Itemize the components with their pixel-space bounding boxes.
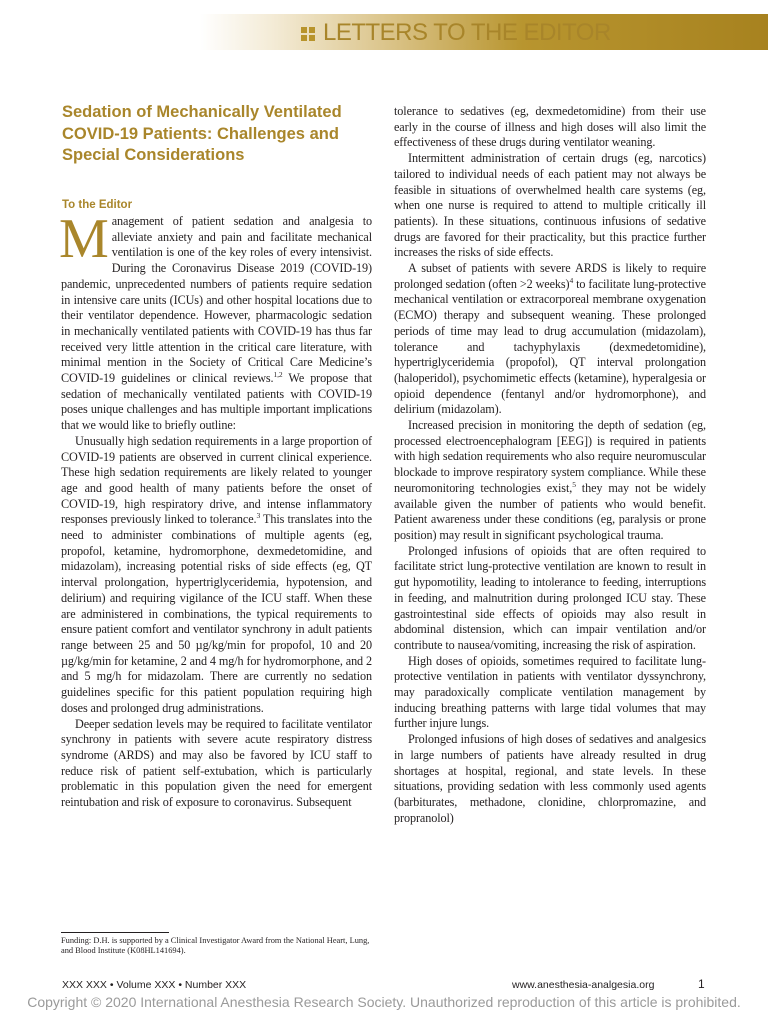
paragraph-text: Increased precision in monitoring the depth of sedation (eg, processed electroencephalogram [EEG]) is required in patients with high sedation requirements who also require neuromuscular blockade to improve respiratory system compliance. While these neuromonitoring technologies exist, (394, 418, 706, 495)
page-number: 1 (698, 977, 705, 991)
paragraph: Prolonged infusions of opioids that are often required to facilitate strict lung-protective ventilation are known to result in gut hypomotility, leading to intolerance to feeding, interruptions in feeding, and malnutrition during prolonged ICU stay. These gastrointestinal side effects of opioids may also result in abdominal distension, which can impair ventilation and/or contribute to nausea/vomiting, increasing the risk of aspiration. (394, 543, 706, 652)
paragraph-text: We propose that sedation of mechanically ventilated patients with COVID-19 poses unique challenges and has multiple important implications that we would like to briefly outline: (61, 371, 372, 433)
citation: 4 (569, 275, 574, 285)
funding-footnote: Funding: D.H. is supported by a Clinical Investigator Award from the National Heart, Lung, and Blood Institute (K08HL141694). (61, 936, 370, 956)
citation: 3 (256, 511, 261, 521)
section-banner (0, 14, 768, 50)
right-column (394, 104, 706, 826)
squares-icon (301, 27, 315, 41)
citation: 5 (572, 479, 576, 489)
paragraph (61, 434, 372, 717)
paragraph: tolerance to sedatives (eg, dexmedetomidine) from their use early in the course of illness and high doses will also limit the effectiveness of these drugs during ventilator weaning. (394, 104, 706, 150)
journal-url[interactable]: www.anesthesia-analgesia.org (512, 979, 655, 991)
section-title: LETTERS TO THE EDITOR (323, 19, 611, 46)
paragraph-text: Unusually high sedation requirements in a large proportion of COVID-19 patients are observed in current clinical experience. These high sedation requirements are likely related to younger age and good health of many patients before the onset of COVID-19, high respiratory drive, and intense inflammatory responses previously linked to tolerance. (61, 433, 372, 527)
left-column (59, 208, 372, 811)
paragraph (59, 208, 372, 434)
paragraph: Prolonged infusions of high doses of sedatives and analgesics in large numbers of patients have already resulted in drug shortages at hospital, regional, and state levels. In these situations, providing sedation with less commonly used agents (barbiturates, methadone, clonidine, chlorpromazine, and propranolol) (394, 732, 706, 825)
paragraph (394, 418, 706, 544)
drop-cap: M (59, 208, 109, 270)
paragraph-text: anagement of patient sedation and analgesia to alleviate anxiety and pain and facilitate mechanical ventilation is one of the key roles of every intensivist. During the Coronavirus Disease 2019 (COVID-19) pandemic, unprecedented numbers of patients require sedation in intensive care units (ICUs) and other hospital locations due to their ventilator dependence. However, pharmacologic sedation in mechanically ventilated patients with COVID-19 has thus far received very little attention in the critical care literature, with minimal mention in the Society of Critical Care Medicine’s COVID-19 guidelines or clinical reviews. (61, 214, 372, 386)
paragraph: High doses of opioids, sometimes required to facilitate lung-protective ventilation in patients with ventilator dyssynchrony, may paradoxically complicate ventilation management by inducing breathing patterns with large tidal volumes that may further injure lungs. (394, 653, 706, 731)
copyright-notice: Copyright © 2020 International Anesthesia Research Society. Unauthorized reproduction of this article is prohibited. (27, 994, 741, 1010)
paragraph: Intermittent administration of certain drugs (eg, narcotics) tailored to individual needs of each patient may not always be feasible in situations of overwhelmed health care systems (eg, when one nurse is required to attend to multiple critically ill patients). In these situations, continuous infusions of sedative drugs are favored for their practicality, but this practice further increases the risks of side effects. (394, 151, 706, 260)
citation: 1,2 (273, 369, 283, 379)
issue-info: XXX XXX • Volume XXX • Number XXX (62, 979, 247, 991)
paragraph-text: This translates into the need to administer combinations of multiple agents (eg, propofol, ketamine, hydromorphone, dexmedetomidine, and midazolam), increasing potential risks of side effects (eg, QT interval prolongation, hypertriglyceridemia, hypotension, and delirium) and requiring vigilance of the ICU staff. When these are administered in combinations, the typical requirements to ensure patient comfort and ventilator synchrony in adult patients range between 25 and 50 µg/kg/min for propofol, 10 and 20 µg/kg/min for ketamine, 2 and 4 mg/h for hydromorphone, and 2 and 5 mg/h for midazolam. There are currently no sedation guidelines specific for this patient population requiring high doses and prolonged drug administrations. (61, 512, 372, 715)
article-title: Sedation of Mechanically Ventilated COVID-19 Patients: Challenges and Special Considerations (62, 103, 342, 164)
paragraph-text: A subset of patients with severe ARDS is likely to require prolonged sedation (often >2 weeks) (394, 261, 706, 291)
salutation: To the Editor (62, 199, 133, 211)
footnote-divider (61, 932, 169, 933)
paragraph-text: they may not be widely available given the number of patients who would benefit. Patient awareness under these conditions (eg, paralysis or prone position) may result in significant psychological trauma. (394, 480, 707, 542)
paragraph: Deeper sedation levels may be required to facilitate ventilator synchrony in patients with severe acute respiratory distress syndrome (ARDS) and may also be favored by ICU staff to reduce risk of patient self-extubation, which is particularly problematic in this population given the need for emergent reintubation and risk of exposure to coronavirus. Subsequent (61, 716, 372, 810)
paragraph (394, 261, 706, 418)
paragraph-text: to facilitate lung-protective mechanical ventilation or extracorporeal membrane oxygenation (ECMO) therapy and subsequent weaning. These prolonged periods of time may lead to drug accumulation (midazolam), tolerance and tachyphylaxis (dexmedetomidine), hypertriglyceridemia (propofol), QT interval prolongation (haloperidol), psychomimetic effects (ketamine), hyperalgesia or opioid dependence (fentanyl and/or hydromorphone), and delirium (midazolam). (394, 276, 706, 417)
